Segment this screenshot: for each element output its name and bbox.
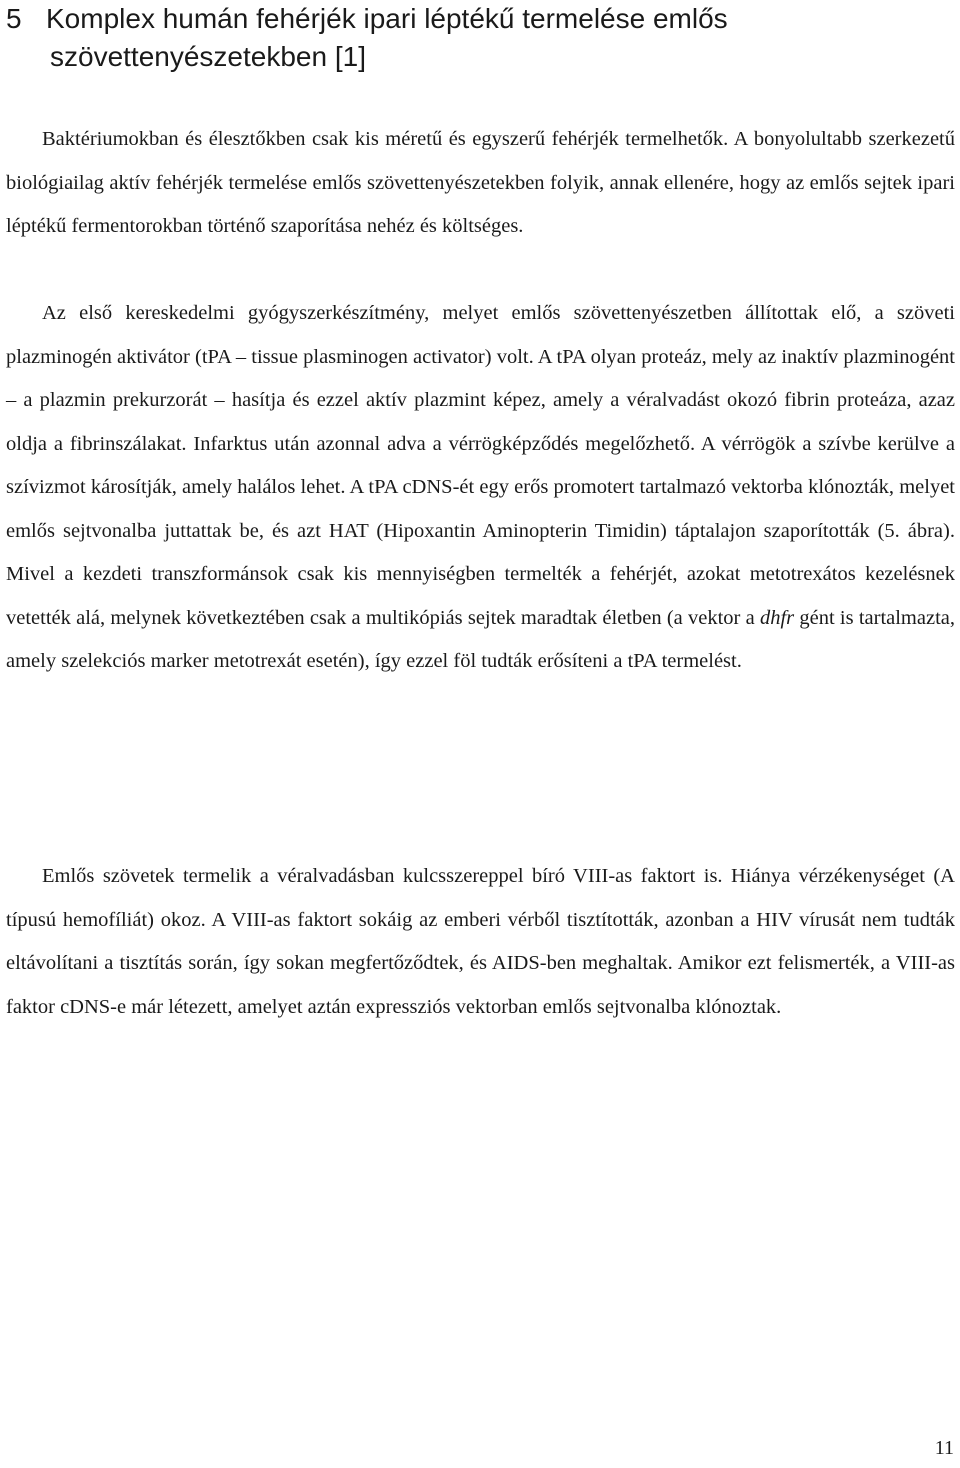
paragraph-tpa: [6, 292, 955, 684]
section-title-line-2: szövettenyészetekben [1]: [50, 41, 366, 72]
section-number: 5: [6, 3, 22, 34]
paragraph-tpa-text-1: Az első kereskedelmi gyógyszerkészítmény, melyet emlős szövettenyészetben állítottak elő, a szöveti plazminogén aktivátor (tPA – tissue plasminogen activator) volt. A tPA olyan proteáz, mely az inaktív plazminogént – a plazmin prekurzorát – hasítja és ezzel aktív plazmint képez, amely a véralvadást okozó fibrin proteáza, azaz oldja a fibrinszálakat. Infarktus után azonnal adva a vérrögképződés megelőzhető. A vérrögök a szívbe kerülve a szívizmot károsítják, amely halálos lehet. A tPA cDNS-ét egy erős promotert tartalmazó vektorba klónozták, melyet emlős sejtvonalba juttattak be, és azt HAT (Hipoxantin Aminopterin Timidin) táptalajon szaporították (5. ábra). Mivel a kezdeti transzformánsok csak kis mennyiségben termelték a fehérjét, azokat metotrexátos kezelésnek vetették alá, melynek következtében csak a multikópiás sejtek maradtak életben (a vektor a: [6, 302, 955, 629]
paragraph-intro: Baktériumokban és élesztőkben csak kis méretű és egyszerű fehérjék termelhetők. A bonyolultabb szerkezetű biológiailag aktív fehérjék termelése emlős szövettenyészetekben folyik, annak ellenére, hogy az emlős sejtek ipari léptékű fermentorokban történő szaporítása nehéz és költséges.: [6, 128, 955, 237]
section-heading: [6, 0, 946, 76]
paragraph-tpa-text-2: gént is tartalmazta, amely szelekciós marker metotrexát esetén), így ezzel föl tudták erősíteni a tPA termelést.: [6, 606, 955, 672]
page-number: 11: [934, 1437, 954, 1459]
section-title-line-1: Komplex humán fehérjék ipari léptékű termelése emlős: [46, 3, 728, 34]
paragraph-factor-viii: Emlős szövetek termelik a véralvadásban kulcsszereppel bíró VIII-as faktort is. Hiánya vérzékenységet (A típusú hemofíliát) okoz. A VIII-as faktort sokáig az emberi vérből tisztították, azonban a HIV vírusát nem tudták eltávolítani a tisztítás során, így sokan megfertőződtek, és AIDS-ben meghaltak. Amikor ezt felismerték, a VIII-as faktor cDNS-e már létezett, amelyet aztán expressziós vektorban emlős sejtvonalba klónoztak.: [6, 865, 955, 1018]
gene-name-dhfr: dhfr: [759, 606, 795, 629]
